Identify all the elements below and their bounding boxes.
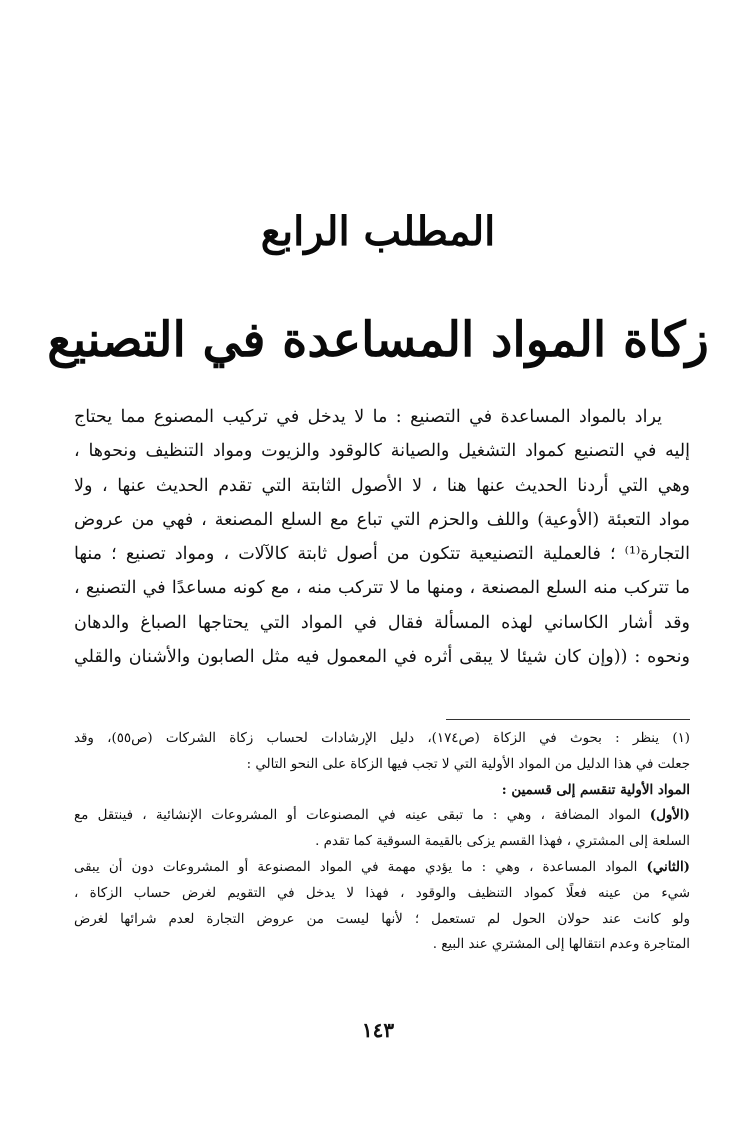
body-line: إليه في التصنيع كمواد التشغيل والصيانة كالوقود والزيوت ومواد التنظيف ونحوها ، [74, 441, 690, 462]
body-line: مواد التعبئة (الأوعية) واللف والحزم التي تباع مع السلع المصنعة ، فهي من عروض [74, 509, 690, 530]
footnote-subheading: المواد الأولية تنقسم إلى قسمين : [501, 781, 690, 798]
footnote-line: جعلت في هذا الدليل من المواد الأولية التي لا تجب فيها الزكاة على النحو التالي : [246, 756, 690, 772]
body-line: التجارة⁽¹⁾ ؛ فالعملية التصنيعية تتكون من أصول ثابتة كالآلات ، ومواد تصنيع ؛ منها [74, 544, 690, 565]
footnote-text: المواد المضافة ، وهي : ما تبقى عينه في المصنوعات أو المشروعات الإنشائية ، فينتقل مع [74, 808, 650, 824]
body-line: ما تتركب منه السلع المصنعة ، ومنها ما لا تتركب منه ، مع كونه مساعدًا في التصنيع ، [74, 578, 690, 599]
body-line: يراد بالمواد المساعدة في التصنيع : ما لا يدخل في تركيب المصنوع مما يحتاج [74, 407, 662, 427]
footnote-text: المواد المساعدة ، وهي : ما يؤدي مهمة في المواد المصنوعة أو المشروعات دون أن يبقى [74, 859, 647, 875]
footnote-line: السلعة إلى المشتري ، فهذا القسم يزكى بالقيمة السوقية كما تقدم . [315, 834, 690, 850]
body-line: وقد أشار الكاساني لهذه المسألة فقال في المواد التي يحتاجها الصباغ والدهان [74, 612, 690, 633]
footnotes [74, 726, 690, 958]
footnote-line [74, 855, 690, 881]
footnote-line: المتاجرة وعدم انتقالها إلى المشتري عند البيع . [432, 937, 690, 953]
section-heading: المطلب الرابع [260, 208, 496, 255]
footnote-separator [446, 719, 690, 720]
main-text [74, 400, 690, 674]
body-line: ونحوه : ((وإن كان شيئا لا يبقى أثره في المعمول فيه مثل الصابون والأشنان والقلي [74, 647, 690, 668]
section-title: زكاة المواد المساعدة في التصنيع [47, 312, 709, 368]
body-line: وهي التي أردنا الحديث عنها هنا ، لا الأصول الثابتة التي تقدم الحديث عنها ، ولا [74, 475, 690, 496]
footnote-line: ولو كانت عند حولان الحول لم تستعمل ؛ لأنها ليست من عروض التجارة لعدم شرائها لغرض [74, 911, 690, 927]
page-number: ١٤٣ [361, 1018, 395, 1042]
footnote-line: شيء من عينه فعلًا كمواد التنظيف والوقود ، فهذا لا يدخل في التقويم لغرض حساب الزكاة ، [74, 885, 690, 901]
footnote-label-first: (الأول) [649, 807, 690, 824]
footnote-label-second: (الثاني) [646, 858, 690, 875]
footnote-line: (١) ينظر : بحوث في الزكاة (ص١٧٤)، دليل الإرشادات لحساب زكاة الشركات (ص٥٥)، وقد [74, 731, 690, 746]
footnote-line [74, 803, 690, 829]
